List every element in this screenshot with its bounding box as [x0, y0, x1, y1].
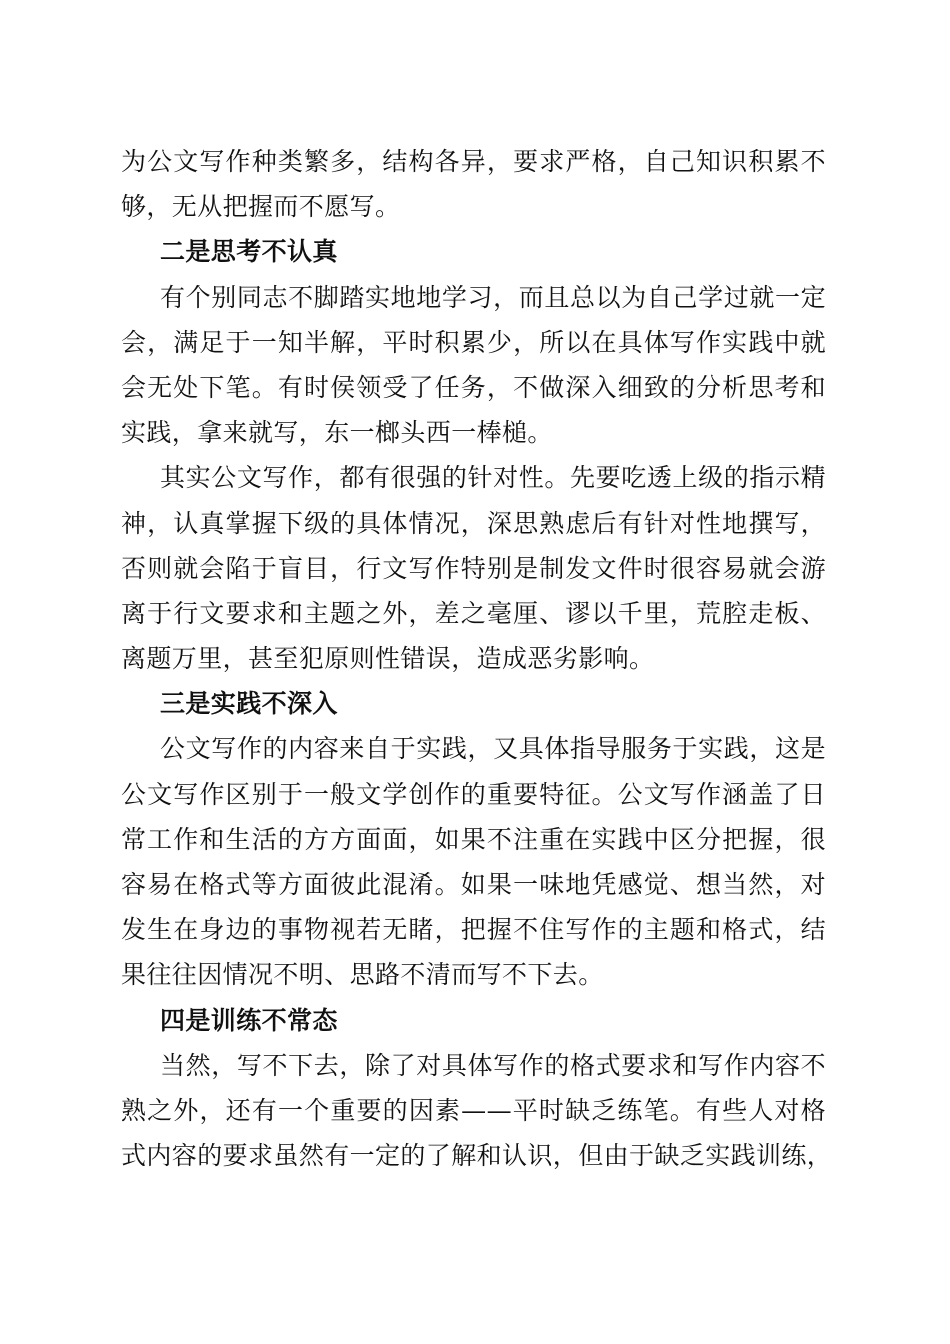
text-line: 当然，写不下去，除了对具体写作的格式要求和写作内容不	[160, 1050, 826, 1080]
text-line: 容易在格式等方面彼此混淆。如果一味地凭感觉、想当然，对	[121, 870, 826, 899]
text-line: 够，无从把握而不愿写。	[121, 192, 401, 222]
text-line: 其实公文写作，都有很强的针对性。先要吃透上级的指示精	[160, 463, 826, 493]
section-heading: 四是训练不常态	[160, 1005, 338, 1035]
document-body	[121, 139, 833, 1178]
text-line: 离于行文要求和主题之外，差之毫厘、谬以千里，荒腔走板、	[121, 598, 826, 628]
section-heading: 二是思考不认真	[160, 237, 338, 267]
text-line: 公文写作的内容来自于实践，又具体指导服务于实践，这是	[160, 734, 826, 764]
text-line: 否则就会陷于盲目，行文写作特别是制发文件时很容易就会游	[121, 553, 826, 583]
text-line: 果往往因情况不明、思路不清而写不下去。	[121, 960, 604, 990]
text-line: 实践，拿来就写，东一榔头西一棒槌。	[121, 418, 553, 448]
text-line: 有个别同志不脚踏实地地学习，而且总以为自己学过就一定	[160, 282, 826, 312]
text-line: 为公文写作种类繁多，结构各异，要求严格，自己知识积累不	[121, 147, 826, 176]
text-line: 神，认真掌握下级的具体情况，深思熟虑后有针对性地撰写，	[121, 508, 826, 538]
text-line: 常工作和生活的方方面面，如果不注重在实践中区分把握，很	[121, 824, 826, 854]
section-heading: 三是实践不深入	[160, 689, 338, 719]
text-line: 离题万里，甚至犯原则性错误，造成恶劣影响。	[121, 644, 655, 674]
text-line: 式内容的要求虽然有一定的了解和认识，但由于缺乏实践训练，	[121, 1141, 833, 1171]
text-line: 会无处下笔。有时侯领受了任务，不做深入细致的分析思考和	[121, 372, 826, 402]
text-line: 公文写作区别于一般文学创作的重要特征。公文写作涵盖了日	[121, 779, 826, 809]
text-line: 会，满足于一知半解，平时积累少，所以在具体写作实践中就	[121, 327, 826, 357]
text-line: 熟之外，还有一个重要的因素——平时缺乏练笔。有些人对格	[121, 1095, 826, 1125]
text-line: 发生在身边的事物视若无睹，把握不住写作的主题和格式，结	[121, 915, 826, 945]
